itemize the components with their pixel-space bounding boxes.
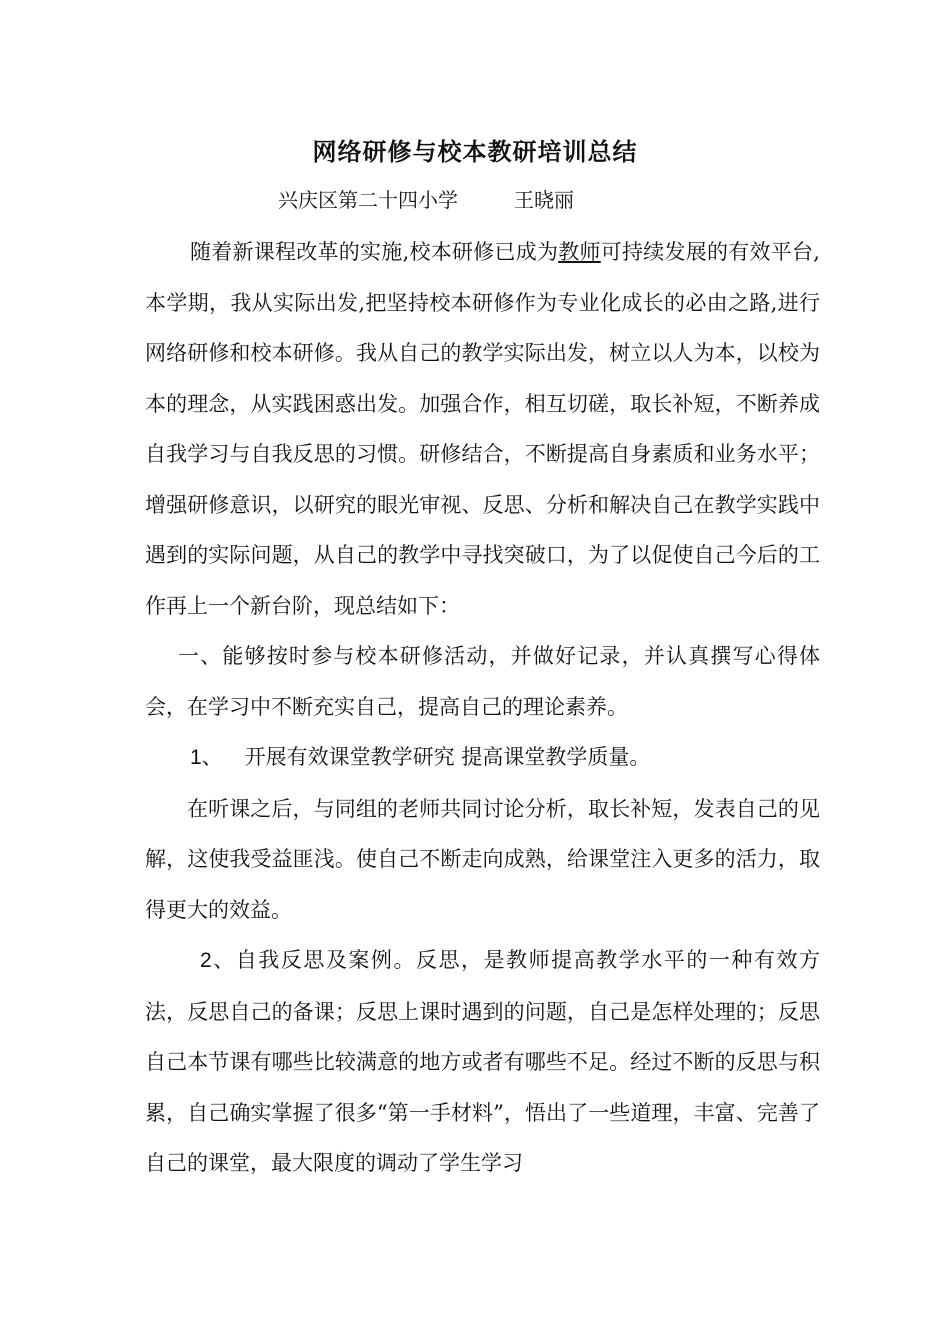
author-school: 兴庆区第二十四小学	[278, 188, 458, 212]
list-item-two-number: 2、	[200, 949, 236, 972]
paragraph-discussion: 在听课之后，与同组的老师共同讨论分析，取长补短，发表自己的见解，这使我受益匪浅。使自己不断走向成熟，给课堂注入更多的活力，取得更大的效益。	[145, 796, 820, 922]
paragraph-section-one: 一、能够按时参与校本研修活动，并做好记录，并认真撰写心得体会，在学习中不断充实自己，提高自己的理论素养。	[145, 644, 820, 719]
paragraph-intro-start: 随着新课程改革的实施,校本研修已成为	[190, 240, 559, 264]
list-item-one	[145, 732, 820, 784]
author-name: 王晓丽	[514, 188, 574, 212]
document-body	[145, 227, 820, 1189]
author-line	[278, 182, 574, 218]
teacher-link[interactable]: 教师	[558, 240, 601, 264]
list-item-two-text: 自我反思及案例。反思，是教师提高教学水平的一种有效方法，反思自己的备课；反思上课时遇到的问题，自己是怎样处理的；反思自己本节课有哪些比较满意的地方或者有哪些不足。经过不断的反思与积累，自己确实掌握了很多“第一手材料”，悟出了一些道理，丰富、完善了自己的课堂，最大限度的调动了学生学习	[145, 948, 820, 1175]
list-item-one-text: 开展有效课堂教学研究 提高课堂教学质量。	[244, 745, 651, 769]
paragraph-intro	[145, 227, 820, 631]
list-item-one-number: 1、	[190, 746, 223, 769]
list-item-two	[145, 935, 820, 1189]
paragraph-intro-rest: 可持续发展的有效平台,本学期，我从实际出发,把坚持校本研修作为专业化成长的必由之路,进行网络研修和校本研修。我从自己的教学实际出发，树立以人为本，以校为本的理念，从实践困惑出发。加强合作，相互切磋，取长补短，不断养成自我学习与自我反思的习惯。研修结合，不断提高自身素质和业务水平；增强研修意识，以研究的眼光审视、反思、分析和解决自己在教学实践中遇到的实际问题，从自己的教学中寻找突破口，为了以促使自己今后的工作再上一个新台阶，现总结如下：	[145, 240, 820, 618]
document-title: 网络研修与校本教研培训总结	[312, 137, 638, 166]
